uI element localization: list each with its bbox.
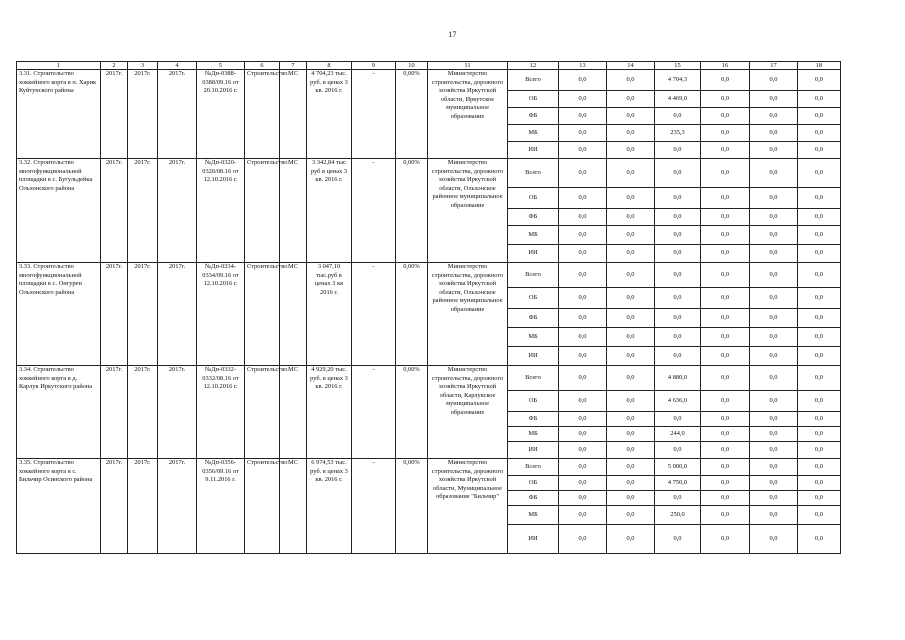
funding-value: 0,0 xyxy=(607,391,655,412)
funding-value: 0,0 xyxy=(655,188,701,209)
funding-value: 235,3 xyxy=(655,125,701,142)
funding-value: 0,0 xyxy=(750,427,798,442)
funding-value: 0,0 xyxy=(750,412,798,427)
funding-value: 0,0 xyxy=(798,412,841,427)
readiness-pct: 0,00% xyxy=(396,366,428,459)
table-row xyxy=(17,459,841,476)
funding-value: 0,0 xyxy=(559,366,607,391)
funding-source: ФБ xyxy=(508,209,559,226)
year-design: 2017г. xyxy=(128,159,158,263)
column-number: 11 xyxy=(428,62,508,70)
year-start: 2017г. xyxy=(101,366,128,459)
funding-value: 0,0 xyxy=(701,263,750,288)
funding-source: ИИ xyxy=(508,142,559,159)
funding-value: 0,0 xyxy=(750,108,798,125)
funding-value: 0,0 xyxy=(750,245,798,263)
funding-value: 0,0 xyxy=(607,525,655,554)
year-design: 2017г. xyxy=(128,70,158,159)
ms-code: МС xyxy=(280,366,307,459)
funding-value: 0,0 xyxy=(559,245,607,263)
work-type: Строительство xyxy=(245,263,280,366)
funding-value: 0,0 xyxy=(798,366,841,391)
column-number: 16 xyxy=(701,62,750,70)
funding-source: Всего xyxy=(508,263,559,288)
funding-value: 0,0 xyxy=(750,226,798,245)
readiness-pct: 0,00% xyxy=(396,263,428,366)
funding-value: 0,0 xyxy=(559,91,607,108)
funding-value: 4 469,0 xyxy=(655,91,701,108)
year-end: 2017г. xyxy=(158,366,197,459)
col9-value: - xyxy=(352,366,396,459)
funding-value: 0,0 xyxy=(798,427,841,442)
funding-value: 0,0 xyxy=(798,159,841,188)
funding-value: 0,0 xyxy=(701,328,750,347)
funding-source: Всего xyxy=(508,459,559,476)
work-type: Строительство xyxy=(245,459,280,554)
year-end: 2017г. xyxy=(158,263,197,366)
funding-value: 0,0 xyxy=(701,442,750,459)
work-type: Строительство xyxy=(245,366,280,459)
funding-value: 0,0 xyxy=(607,159,655,188)
funding-value: 0,0 xyxy=(701,412,750,427)
year-end: 2017г. xyxy=(158,70,197,159)
funding-value: 0,0 xyxy=(607,347,655,366)
column-number: 8 xyxy=(307,62,352,70)
funding-value: 0,0 xyxy=(798,226,841,245)
responsible-org: Министерство строительства, дорожного хозяйства Иркутской области, Ольхонское районное муниципальное образование xyxy=(428,263,508,366)
funding-value: 0,0 xyxy=(750,328,798,347)
funding-value: 0,0 xyxy=(607,459,655,476)
funding-value: 0,0 xyxy=(607,288,655,309)
project-name: 3.35. Строительство хоккейного корта в с. Бильчир Осинского района xyxy=(17,459,101,554)
funding-value: 0,0 xyxy=(750,91,798,108)
funding-value: 0,0 xyxy=(607,209,655,226)
year-design: 2017г. xyxy=(128,263,158,366)
funding-value: 0,0 xyxy=(750,263,798,288)
funding-value: 0,0 xyxy=(701,491,750,506)
funding-value: 0,0 xyxy=(559,288,607,309)
funding-value: 0,0 xyxy=(607,245,655,263)
col9-value: - xyxy=(352,159,396,263)
funding-value: 0,0 xyxy=(798,491,841,506)
funding-value: 4 704,3 xyxy=(655,70,701,91)
funding-value: 0,0 xyxy=(798,125,841,142)
funding-source: МБ xyxy=(508,226,559,245)
funding-value: 0,0 xyxy=(607,328,655,347)
funding-value: 0,0 xyxy=(798,70,841,91)
funding-value: 0,0 xyxy=(701,245,750,263)
column-number: 15 xyxy=(655,62,701,70)
funding-value: 0,0 xyxy=(798,108,841,125)
column-number: 1 xyxy=(17,62,101,70)
funding-value: 0,0 xyxy=(559,427,607,442)
funding-value: 0,0 xyxy=(607,476,655,491)
funding-value: 0,0 xyxy=(655,309,701,328)
funding-value: 0,0 xyxy=(701,108,750,125)
funding-value: 0,0 xyxy=(701,288,750,309)
column-number: 3 xyxy=(128,62,158,70)
funding-value: 0,0 xyxy=(798,209,841,226)
column-number: 12 xyxy=(508,62,559,70)
page-number: 17 xyxy=(448,30,457,39)
funding-value: 0,0 xyxy=(701,209,750,226)
funding-value: 0,0 xyxy=(701,366,750,391)
column-number: 18 xyxy=(798,62,841,70)
funding-value: 0,0 xyxy=(559,412,607,427)
funding-value: 0,0 xyxy=(798,459,841,476)
funding-value: 0,0 xyxy=(798,142,841,159)
funding-source: МБ xyxy=(508,328,559,347)
funding-value: 0,0 xyxy=(559,226,607,245)
funding-value: 0,0 xyxy=(607,366,655,391)
funding-source: ФБ xyxy=(508,309,559,328)
funding-value: 0,0 xyxy=(655,491,701,506)
funding-source: МБ xyxy=(508,506,559,525)
funding-value: 0,0 xyxy=(607,309,655,328)
funding-value: 4 880,0 xyxy=(655,366,701,391)
funding-value: 0,0 xyxy=(798,188,841,209)
funding-value: 0,0 xyxy=(750,391,798,412)
readiness-pct: 0,00% xyxy=(396,459,428,554)
funding-value: 0,0 xyxy=(607,263,655,288)
funding-value: 0,0 xyxy=(655,347,701,366)
responsible-org: Министерство строительства, дорожного хозяйства Иркутской области, Иркутское муниципальное образование xyxy=(428,70,508,159)
funding-value: 0,0 xyxy=(701,525,750,554)
funding-value: 0,0 xyxy=(798,347,841,366)
funding-value: 0,0 xyxy=(798,525,841,554)
funding-source: ФБ xyxy=(508,108,559,125)
col9-value: - xyxy=(352,459,396,554)
funding-source: ИИ xyxy=(508,525,559,554)
funding-source: ОБ xyxy=(508,476,559,491)
funding-value: 0,0 xyxy=(607,226,655,245)
funding-value: 0,0 xyxy=(701,347,750,366)
table-row xyxy=(17,159,841,188)
project-name: 3.32. Строительство многофункциональной площадки в с. Бугульдейка Ольхонского района xyxy=(17,159,101,263)
funding-value: 0,0 xyxy=(559,506,607,525)
funding-value: 0,0 xyxy=(559,159,607,188)
funding-value: 0,0 xyxy=(559,142,607,159)
year-start: 2017г. xyxy=(101,459,128,554)
funding-value: 0,0 xyxy=(559,125,607,142)
funding-value: 5 000,0 xyxy=(655,459,701,476)
year-end: 2017г. xyxy=(158,159,197,263)
funding-value: 0,0 xyxy=(701,391,750,412)
project-name: 3.34. Строительство хоккейного корта в д. Карлук Иркутского района xyxy=(17,366,101,459)
column-number: 9 xyxy=(352,62,396,70)
contract-doc: №Дп-0356-0356/09.16 от 9.11.2016 г. xyxy=(197,459,245,554)
funding-value: 0,0 xyxy=(750,459,798,476)
funding-value: 0,0 xyxy=(607,442,655,459)
funding-value: 0,0 xyxy=(607,91,655,108)
funding-source: ОБ xyxy=(508,91,559,108)
column-number: 7 xyxy=(280,62,307,70)
ms-code: МС xyxy=(280,70,307,159)
funding-source: МБ xyxy=(508,427,559,442)
funding-value: 0,0 xyxy=(655,525,701,554)
funding-value: 0,0 xyxy=(798,288,841,309)
funding-value: 0,0 xyxy=(798,245,841,263)
funding-value: 0,0 xyxy=(607,412,655,427)
funding-value: 244,0 xyxy=(655,427,701,442)
funding-value: 0,0 xyxy=(559,70,607,91)
funding-value: 0,0 xyxy=(750,476,798,491)
funding-source: ФБ xyxy=(508,491,559,506)
funding-value: 0,0 xyxy=(559,459,607,476)
program-table xyxy=(16,61,841,554)
estimated-cost: 3 047,10 тыс.руб в ценах 3 кв 2016 г. xyxy=(307,263,352,366)
project-name: 3.31. Строительство хоккейного корта в п. Харик Куйтунского района xyxy=(17,70,101,159)
funding-value: 0,0 xyxy=(655,108,701,125)
work-type: Строительство xyxy=(245,70,280,159)
funding-source: ИИ xyxy=(508,347,559,366)
funding-value: 0,0 xyxy=(559,491,607,506)
estimated-cost: 3 342,84 тыс руб в ценах 3 кв. 2016 г. xyxy=(307,159,352,263)
funding-value: 0,0 xyxy=(559,391,607,412)
estimated-cost: 4 929,20 тыс. руб. в ценах 3 кв. 2016 г. xyxy=(307,366,352,459)
funding-source: ОБ xyxy=(508,188,559,209)
funding-value: 0,0 xyxy=(701,125,750,142)
funding-value: 0,0 xyxy=(559,347,607,366)
year-start: 2017г. xyxy=(101,70,128,159)
contract-doc: №Дп-0332-0332/08.16 от 12.10.2016 г. xyxy=(197,366,245,459)
funding-value: 0,0 xyxy=(607,142,655,159)
funding-value: 0,0 xyxy=(701,427,750,442)
responsible-org: Министерство строительства, дорожного хозяйства Иркутской области, Карлукское муниципальное образование xyxy=(428,366,508,459)
estimated-cost: 6 974,53 тыс. руб. в ценах 3 кв. 2016 г. xyxy=(307,459,352,554)
column-number: 5 xyxy=(197,62,245,70)
funding-value: 0,0 xyxy=(750,309,798,328)
funding-value: 0,0 xyxy=(750,442,798,459)
funding-value: 0,0 xyxy=(750,491,798,506)
funding-value: 0,0 xyxy=(655,328,701,347)
col9-value: - xyxy=(352,70,396,159)
ms-code: МС xyxy=(280,459,307,554)
readiness-pct: 0,00% xyxy=(396,159,428,263)
funding-value: 0,0 xyxy=(798,506,841,525)
column-number: 10 xyxy=(396,62,428,70)
table-row xyxy=(17,366,841,391)
funding-value: 0,0 xyxy=(701,188,750,209)
funding-value: 0,0 xyxy=(701,459,750,476)
year-end: 2017г. xyxy=(158,459,197,554)
responsible-org: Министерство строительства, дорожного хозяйства Иркутской области, Ольхонское районное муниципальное образование xyxy=(428,159,508,263)
column-number: 17 xyxy=(750,62,798,70)
funding-value: 4 636,0 xyxy=(655,391,701,412)
column-number: 14 xyxy=(607,62,655,70)
funding-value: 0,0 xyxy=(798,442,841,459)
funding-value: 0,0 xyxy=(655,226,701,245)
funding-value: 0,0 xyxy=(750,506,798,525)
table-row xyxy=(17,263,841,288)
work-type: Строительство xyxy=(245,159,280,263)
funding-value: 0,0 xyxy=(701,142,750,159)
funding-value: 0,0 xyxy=(559,328,607,347)
funding-value: 0,0 xyxy=(607,70,655,91)
funding-value: 0,0 xyxy=(559,442,607,459)
year-design: 2017г. xyxy=(128,366,158,459)
column-number: 13 xyxy=(559,62,607,70)
column-number: 6 xyxy=(245,62,280,70)
funding-value: 0,0 xyxy=(655,142,701,159)
column-number: 4 xyxy=(158,62,197,70)
funding-source: ОБ xyxy=(508,391,559,412)
funding-value: 0,0 xyxy=(559,188,607,209)
column-numbers-row xyxy=(17,62,841,70)
funding-value: 0,0 xyxy=(750,209,798,226)
funding-value: 0,0 xyxy=(701,226,750,245)
funding-value: 0,0 xyxy=(750,525,798,554)
funding-value: 0,0 xyxy=(798,309,841,328)
funding-value: 0,0 xyxy=(655,412,701,427)
funding-value: 0,0 xyxy=(750,366,798,391)
project-name: 3.33. Строительство многофункциональной площадки в с. Онгурен Ольхонского района xyxy=(17,263,101,366)
funding-value: 0,0 xyxy=(607,491,655,506)
funding-value: 0,0 xyxy=(701,159,750,188)
funding-value: 0,0 xyxy=(655,245,701,263)
funding-value: 0,0 xyxy=(798,328,841,347)
funding-source: ИИ xyxy=(508,245,559,263)
readiness-pct: 0,00% xyxy=(396,70,428,159)
funding-source: ОБ xyxy=(508,288,559,309)
table-row xyxy=(17,70,841,91)
funding-value: 0,0 xyxy=(701,309,750,328)
funding-value: 0,0 xyxy=(655,159,701,188)
funding-value: 0,0 xyxy=(798,91,841,108)
funding-value: 0,0 xyxy=(701,476,750,491)
funding-value: 0,0 xyxy=(559,476,607,491)
funding-value: 0,0 xyxy=(607,108,655,125)
estimated-cost: 4 704,23 тыс. руб. в ценах 3 кв. 2016 г. xyxy=(307,70,352,159)
funding-value: 0,0 xyxy=(701,70,750,91)
contract-doc: №Дп-0320-0320/08.16 от 12.10.2016 г. xyxy=(197,159,245,263)
year-start: 2017г. xyxy=(101,263,128,366)
column-number: 2 xyxy=(101,62,128,70)
year-design: 2017г. xyxy=(128,459,158,554)
year-start: 2017г. xyxy=(101,159,128,263)
funding-value: 4 750,0 xyxy=(655,476,701,491)
funding-value: 0,0 xyxy=(607,188,655,209)
funding-value: 0,0 xyxy=(559,525,607,554)
funding-value: 0,0 xyxy=(559,263,607,288)
funding-value: 0,0 xyxy=(701,506,750,525)
funding-value: 0,0 xyxy=(655,209,701,226)
funding-value: 0,0 xyxy=(701,91,750,108)
funding-source: ИИ xyxy=(508,442,559,459)
ms-code: МС xyxy=(280,159,307,263)
contract-doc: №Дп-0388-0388/09.16 от 20.10.2016 г. xyxy=(197,70,245,159)
funding-value: 0,0 xyxy=(655,288,701,309)
funding-source: Всего xyxy=(508,70,559,91)
funding-value: 250,0 xyxy=(655,506,701,525)
funding-value: 0,0 xyxy=(607,125,655,142)
funding-value: 0,0 xyxy=(798,476,841,491)
funding-value: 0,0 xyxy=(559,209,607,226)
contract-doc: №Дп-0334-0334/09.16 от 12.10.2016 г. xyxy=(197,263,245,366)
funding-source: Всего xyxy=(508,366,559,391)
funding-value: 0,0 xyxy=(750,159,798,188)
ms-code: МС xyxy=(280,263,307,366)
funding-value: 0,0 xyxy=(559,309,607,328)
funding-value: 0,0 xyxy=(750,188,798,209)
responsible-org: Министерство строительства, дорожного хозяйства Иркутской области, Муниципальное образование "Бильчир" xyxy=(428,459,508,554)
funding-value: 0,0 xyxy=(559,108,607,125)
funding-value: 0,0 xyxy=(750,142,798,159)
funding-value: 0,0 xyxy=(607,506,655,525)
funding-value: 0,0 xyxy=(607,427,655,442)
funding-source: МБ xyxy=(508,125,559,142)
funding-value: 0,0 xyxy=(750,288,798,309)
funding-source: Всего xyxy=(508,159,559,188)
funding-value: 0,0 xyxy=(798,391,841,412)
funding-value: 0,0 xyxy=(750,125,798,142)
funding-value: 0,0 xyxy=(798,263,841,288)
funding-value: 0,0 xyxy=(750,347,798,366)
col9-value: - xyxy=(352,263,396,366)
funding-source: ФБ xyxy=(508,412,559,427)
funding-value: 0,0 xyxy=(750,70,798,91)
funding-value: 0,0 xyxy=(655,442,701,459)
funding-value: 0,0 xyxy=(655,263,701,288)
